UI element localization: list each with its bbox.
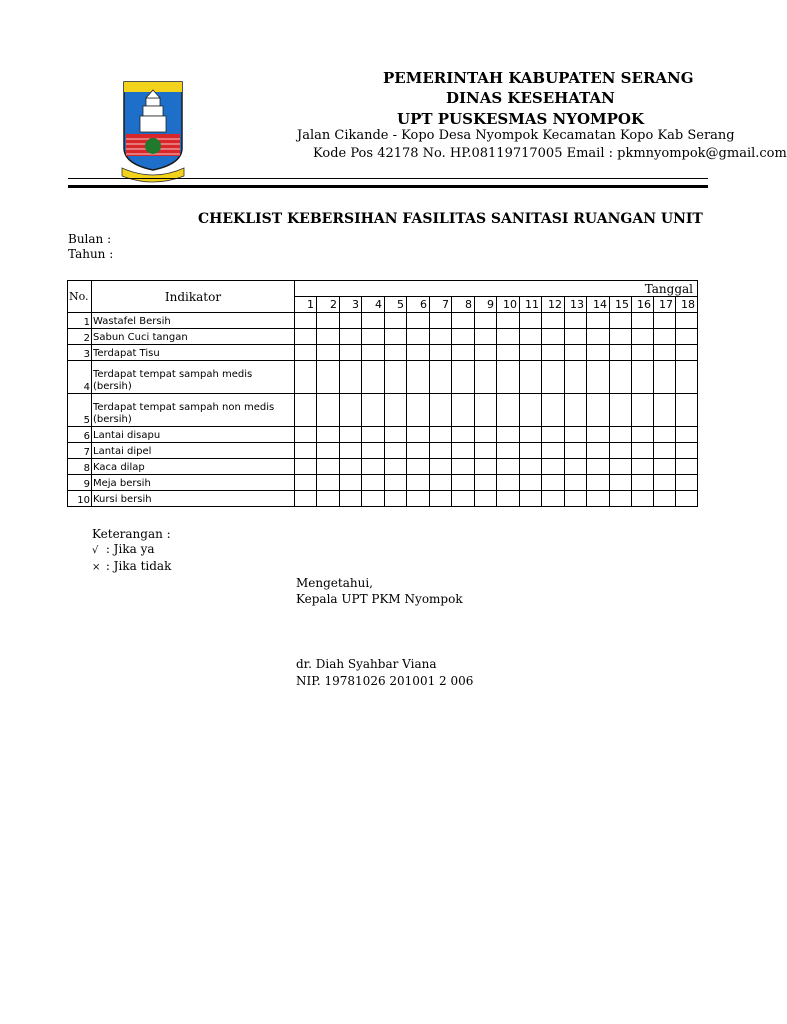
row-number: 7 — [68, 443, 92, 459]
indicator-label: Wastafel Bersih — [92, 313, 295, 329]
column-header-indikator: Indikator — [92, 281, 295, 313]
date-header: 3 — [340, 297, 362, 313]
header-divider-thin — [68, 178, 708, 179]
date-header: 4 — [362, 297, 385, 313]
check-cell[interactable] — [520, 345, 542, 361]
date-header: 7 — [430, 297, 452, 313]
row-number: 4 — [68, 361, 92, 394]
indicator-label: Sabun Cuci tangan — [92, 329, 295, 345]
check-cell[interactable] — [676, 459, 698, 475]
check-cell[interactable] — [632, 345, 654, 361]
check-cell[interactable] — [340, 491, 362, 507]
table-row — [68, 361, 698, 394]
check-cell[interactable] — [407, 427, 430, 443]
check-cell[interactable] — [654, 329, 676, 345]
cross-icon: × — [92, 562, 101, 573]
check-cell[interactable] — [497, 361, 520, 394]
legend-title: Keterangan : — [92, 527, 171, 541]
check-cell[interactable] — [340, 394, 362, 427]
check-cell[interactable] — [295, 394, 317, 427]
check-cell[interactable] — [542, 491, 565, 507]
check-cell[interactable] — [362, 475, 385, 491]
check-cell[interactable] — [295, 427, 317, 443]
document-title: CHEKLIST KEBERSIHAN FASILITAS SANITASI RUANGAN UNIT — [198, 211, 703, 227]
check-cell[interactable] — [317, 491, 340, 507]
check-cell[interactable] — [610, 345, 632, 361]
check-cell[interactable] — [654, 459, 676, 475]
legend-yes-text: : Jika ya — [105, 542, 155, 556]
indicator-label: Terdapat tempat sampah non medis (bersih) — [92, 394, 295, 427]
check-cell[interactable] — [385, 345, 407, 361]
check-cell[interactable] — [340, 361, 362, 394]
check-cell[interactable] — [452, 475, 475, 491]
check-cell[interactable] — [565, 361, 587, 394]
check-cell[interactable] — [362, 361, 385, 394]
date-header: 16 — [632, 297, 654, 313]
kabupaten-serang-logo — [118, 78, 188, 188]
check-cell[interactable] — [407, 329, 430, 345]
check-cell[interactable] — [654, 475, 676, 491]
check-cell[interactable] — [565, 475, 587, 491]
check-cell[interactable] — [632, 443, 654, 459]
check-cell[interactable] — [610, 475, 632, 491]
table-row — [68, 475, 698, 491]
date-header: 18 — [676, 297, 698, 313]
check-cell[interactable] — [475, 329, 497, 345]
check-cell[interactable] — [295, 491, 317, 507]
check-cell[interactable] — [295, 313, 317, 329]
row-number: 6 — [68, 427, 92, 443]
check-cell[interactable] — [587, 313, 610, 329]
check-cell[interactable] — [475, 459, 497, 475]
header-government: PEMERINTAH KABUPATEN SERANG — [383, 69, 694, 87]
check-cell[interactable] — [452, 491, 475, 507]
check-cell[interactable] — [475, 491, 497, 507]
check-cell[interactable] — [542, 313, 565, 329]
check-cell[interactable] — [676, 475, 698, 491]
check-cell[interactable] — [520, 329, 542, 345]
date-header: 5 — [385, 297, 407, 313]
date-header: 13 — [565, 297, 587, 313]
check-cell[interactable] — [632, 475, 654, 491]
check-cell[interactable] — [654, 427, 676, 443]
table-row — [68, 459, 698, 475]
signature-position: Kepala UPT PKM Nyompok — [296, 592, 463, 606]
check-cell[interactable] — [317, 475, 340, 491]
check-cell[interactable] — [520, 313, 542, 329]
month-label: Bulan : — [68, 232, 112, 246]
date-header: 9 — [475, 297, 497, 313]
date-header: 17 — [654, 297, 676, 313]
check-cell[interactable] — [475, 427, 497, 443]
check-cell[interactable] — [520, 443, 542, 459]
check-cell[interactable] — [362, 427, 385, 443]
check-cell[interactable] — [317, 361, 340, 394]
check-cell[interactable] — [610, 361, 632, 394]
check-cell[interactable] — [654, 443, 676, 459]
signature-name: dr. Diah Syahbar Viana — [296, 657, 437, 671]
legend-no — [92, 559, 171, 573]
date-header: 11 — [520, 297, 542, 313]
check-cell[interactable] — [542, 394, 565, 427]
check-cell[interactable] — [295, 475, 317, 491]
check-cell[interactable] — [475, 313, 497, 329]
check-cell[interactable] — [632, 394, 654, 427]
check-cell[interactable] — [565, 443, 587, 459]
check-cell[interactable] — [340, 443, 362, 459]
check-cell[interactable] — [676, 491, 698, 507]
table-row — [68, 329, 698, 345]
indicator-label: Terdapat tempat sampah medis (bersih) — [92, 361, 295, 394]
check-cell[interactable] — [676, 443, 698, 459]
date-header: 15 — [610, 297, 632, 313]
year-label: Tahun : — [68, 247, 114, 261]
check-cell[interactable] — [587, 361, 610, 394]
check-cell[interactable] — [452, 427, 475, 443]
check-cell[interactable] — [340, 427, 362, 443]
date-header: 12 — [542, 297, 565, 313]
check-cell[interactable] — [475, 361, 497, 394]
check-cell[interactable] — [317, 459, 340, 475]
legend-no-text: : Jika tidak — [105, 559, 172, 573]
check-cell[interactable] — [317, 313, 340, 329]
signature-acknowledged: Mengetahui, — [296, 576, 373, 590]
check-cell[interactable] — [430, 459, 452, 475]
row-number: 3 — [68, 345, 92, 361]
table-row — [68, 491, 698, 507]
check-cell[interactable] — [407, 394, 430, 427]
check-cell[interactable] — [430, 443, 452, 459]
check-cell[interactable] — [385, 427, 407, 443]
indicator-label: Terdapat Tisu — [92, 345, 295, 361]
check-cell[interactable] — [430, 427, 452, 443]
check-cell[interactable] — [497, 491, 520, 507]
check-cell[interactable] — [654, 491, 676, 507]
check-cell[interactable] — [520, 361, 542, 394]
check-cell[interactable] — [317, 394, 340, 427]
check-cell[interactable] — [654, 313, 676, 329]
check-cell[interactable] — [430, 361, 452, 394]
check-cell[interactable] — [497, 329, 520, 345]
table-row — [68, 427, 698, 443]
check-cell[interactable] — [497, 475, 520, 491]
column-header-tanggal: Tanggal — [295, 281, 698, 297]
indicator-label: Kaca dilap — [92, 459, 295, 475]
check-cell[interactable] — [407, 313, 430, 329]
header-address: Jalan Cikande - Kopo Desa Nyompok Kecamatan Kopo Kab Serang — [297, 128, 735, 143]
check-cell[interactable] — [565, 313, 587, 329]
check-cell[interactable] — [520, 427, 542, 443]
check-cell[interactable] — [654, 361, 676, 394]
check-cell[interactable] — [497, 394, 520, 427]
check-cell[interactable] — [587, 427, 610, 443]
check-cell[interactable] — [497, 459, 520, 475]
check-cell[interactable] — [407, 459, 430, 475]
check-cell[interactable] — [520, 394, 542, 427]
check-cell[interactable] — [385, 459, 407, 475]
check-cell[interactable] — [632, 313, 654, 329]
check-cell[interactable] — [587, 475, 610, 491]
check-cell[interactable] — [385, 475, 407, 491]
check-cell[interactable] — [520, 475, 542, 491]
check-cell[interactable] — [497, 427, 520, 443]
row-number: 10 — [68, 491, 92, 507]
check-cell[interactable] — [452, 329, 475, 345]
check-cell[interactable] — [385, 361, 407, 394]
check-cell[interactable] — [430, 329, 452, 345]
header-divider-thick — [68, 185, 708, 188]
row-number: 8 — [68, 459, 92, 475]
check-cell[interactable] — [565, 427, 587, 443]
check-cell[interactable] — [452, 459, 475, 475]
check-cell[interactable] — [362, 329, 385, 345]
check-cell[interactable] — [565, 459, 587, 475]
check-cell[interactable] — [452, 345, 475, 361]
table-row — [68, 345, 698, 361]
check-cell[interactable] — [362, 394, 385, 427]
check-cell[interactable] — [295, 345, 317, 361]
check-cell[interactable] — [676, 394, 698, 427]
check-cell[interactable] — [407, 491, 430, 507]
check-cell[interactable] — [676, 345, 698, 361]
check-cell[interactable] — [452, 361, 475, 394]
check-cell[interactable] — [565, 394, 587, 427]
table-row — [68, 313, 698, 329]
check-cell[interactable] — [654, 345, 676, 361]
date-header: 6 — [407, 297, 430, 313]
row-number: 2 — [68, 329, 92, 345]
check-cell[interactable] — [610, 394, 632, 427]
header-department: DINAS KESEHATAN — [446, 89, 615, 107]
header-contact: Kode Pos 42178 No. HP.08119717005 Email : pkmnyompok@gmail.com — [313, 146, 787, 161]
legend-yes — [92, 542, 155, 556]
check-cell[interactable] — [430, 313, 452, 329]
check-cell[interactable] — [362, 459, 385, 475]
row-number: 1 — [68, 313, 92, 329]
check-cell[interactable] — [565, 345, 587, 361]
check-cell[interactable] — [632, 459, 654, 475]
check-cell[interactable] — [407, 443, 430, 459]
check-cell[interactable] — [295, 329, 317, 345]
check-cell[interactable] — [340, 329, 362, 345]
check-cell[interactable] — [407, 475, 430, 491]
check-cell[interactable] — [407, 361, 430, 394]
date-header: 2 — [317, 297, 340, 313]
check-cell[interactable] — [452, 443, 475, 459]
check-cell[interactable] — [610, 491, 632, 507]
indicator-label: Meja bersih — [92, 475, 295, 491]
check-cell[interactable] — [676, 313, 698, 329]
checklist-table — [67, 280, 698, 507]
check-cell[interactable] — [430, 475, 452, 491]
check-cell[interactable] — [587, 394, 610, 427]
check-cell[interactable] — [340, 313, 362, 329]
check-cell[interactable] — [295, 459, 317, 475]
indicator-label: Lantai disapu — [92, 427, 295, 443]
check-cell[interactable] — [317, 427, 340, 443]
date-header: 14 — [587, 297, 610, 313]
signature-nip: NIP. 19781026 201001 2 006 — [296, 674, 474, 688]
check-cell[interactable] — [632, 427, 654, 443]
check-cell[interactable] — [362, 313, 385, 329]
date-header: 1 — [295, 297, 317, 313]
table-row — [68, 443, 698, 459]
check-cell[interactable] — [475, 345, 497, 361]
check-cell[interactable] — [497, 345, 520, 361]
check-cell[interactable] — [676, 361, 698, 394]
check-cell[interactable] — [632, 361, 654, 394]
check-cell[interactable] — [497, 443, 520, 459]
date-header: 8 — [452, 297, 475, 313]
check-cell[interactable] — [542, 475, 565, 491]
check-cell[interactable] — [362, 491, 385, 507]
check-cell[interactable] — [565, 491, 587, 507]
check-cell[interactable] — [452, 313, 475, 329]
check-cell[interactable] — [587, 329, 610, 345]
check-cell[interactable] — [317, 443, 340, 459]
check-cell[interactable] — [676, 427, 698, 443]
check-cell[interactable] — [340, 475, 362, 491]
column-header-no: No. — [68, 281, 92, 313]
date-header: 10 — [497, 297, 520, 313]
check-cell[interactable] — [587, 459, 610, 475]
check-cell[interactable] — [542, 427, 565, 443]
check-cell[interactable] — [587, 491, 610, 507]
check-cell[interactable] — [295, 443, 317, 459]
check-cell[interactable] — [610, 443, 632, 459]
check-cell[interactable] — [385, 329, 407, 345]
check-cell[interactable] — [565, 329, 587, 345]
check-cell[interactable] — [542, 459, 565, 475]
check-cell[interactable] — [452, 394, 475, 427]
check-cell[interactable] — [587, 443, 610, 459]
check-cell[interactable] — [587, 345, 610, 361]
check-cell[interactable] — [542, 443, 565, 459]
row-number: 5 — [68, 394, 92, 427]
table-row — [68, 394, 698, 427]
check-cell[interactable] — [676, 329, 698, 345]
check-cell[interactable] — [385, 394, 407, 427]
check-cell[interactable] — [430, 345, 452, 361]
check-cell[interactable] — [497, 313, 520, 329]
check-cell[interactable] — [317, 345, 340, 361]
checkmark-icon: √ — [92, 545, 99, 556]
check-cell[interactable] — [542, 345, 565, 361]
check-cell[interactable] — [520, 491, 542, 507]
check-cell[interactable] — [610, 329, 632, 345]
check-cell[interactable] — [610, 427, 632, 443]
check-cell[interactable] — [542, 361, 565, 394]
check-cell[interactable] — [475, 394, 497, 427]
check-cell[interactable] — [362, 345, 385, 361]
check-cell[interactable] — [430, 491, 452, 507]
check-cell[interactable] — [475, 443, 497, 459]
check-cell[interactable] — [632, 329, 654, 345]
check-cell[interactable] — [317, 329, 340, 345]
check-cell[interactable] — [430, 394, 452, 427]
check-cell[interactable] — [407, 345, 430, 361]
check-cell[interactable] — [520, 459, 542, 475]
check-cell[interactable] — [475, 475, 497, 491]
check-cell[interactable] — [295, 361, 317, 394]
check-cell[interactable] — [340, 459, 362, 475]
check-cell[interactable] — [340, 345, 362, 361]
indicator-label: Lantai dipel — [92, 443, 295, 459]
check-cell[interactable] — [385, 313, 407, 329]
check-cell[interactable] — [654, 394, 676, 427]
header-puskesmas: UPT PUSKESMAS NYOMPOK — [397, 110, 645, 128]
check-cell[interactable] — [610, 313, 632, 329]
check-cell[interactable] — [542, 329, 565, 345]
check-cell[interactable] — [385, 443, 407, 459]
check-cell[interactable] — [385, 491, 407, 507]
check-cell[interactable] — [632, 491, 654, 507]
check-cell[interactable] — [610, 459, 632, 475]
check-cell[interactable] — [362, 443, 385, 459]
row-number: 9 — [68, 475, 92, 491]
indicator-label: Kursi bersih — [92, 491, 295, 507]
